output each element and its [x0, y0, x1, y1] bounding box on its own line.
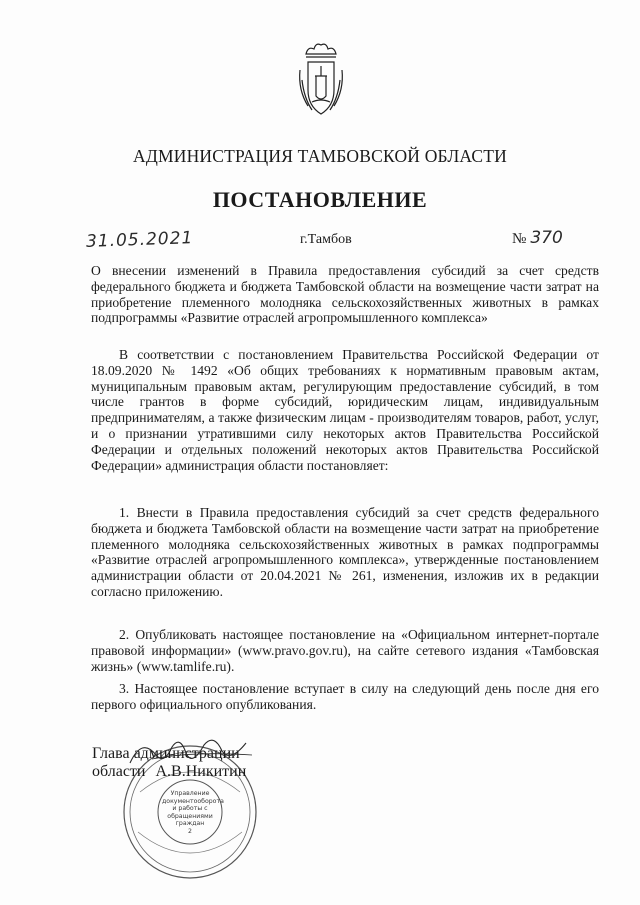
document-number-block: [512, 228, 563, 248]
document-date: 31.05.2021: [85, 228, 194, 252]
document-city: г.Тамбов: [300, 232, 352, 247]
document-title: О внесении изменений в Правила предоставления субсидий за счет средств федерального бюджета и бюджета Тамбовской области на возмещение части затрат на приобретение племенного молодняка сельскохозяйственных животных в рамках подпрограммы «Развитие отраслей агропромышленного комплекса»: [91, 263, 599, 326]
number-label: №: [512, 231, 527, 247]
seal-inner-text: [162, 790, 224, 836]
signatory-position: Глава администрации: [92, 745, 240, 762]
coat-of-arms-emblem: [296, 40, 346, 120]
seal-department-text: Управление документооборота и работы с обращениями граждан: [162, 790, 224, 828]
body-paragraph: 2. Опубликовать настоящее постановление на «Официальном интернет-портале правовой информации» (www.pravo.gov.ru), на сайте сетевого издания «Тамбовская жизнь» (www.tamlife.ru).: [91, 627, 599, 674]
document-number: 370: [530, 228, 563, 248]
body-paragraph: 1. Внести в Правила предоставления субсидий за счет средств федерального бюджета и бюджета Тамбовской области на возмещение части затрат на приобретение племенного молодняка сельскохозяйственных животных в рамках подпрограммы «Развитие отраслей агропромышленного комплекса», утвержденные постановлением администрации области от 20.04.2021 № 261, изменения, изложив их в редакции согласно приложению.: [91, 505, 599, 599]
seal-number: 2: [188, 827, 192, 835]
body-paragraph: 3. Настоящее постановление вступает в силу на следующий день после дня его первого официального опубликования.: [91, 681, 599, 712]
handwritten-signature: [122, 733, 262, 773]
authority-name: АДМИНИСТРАЦИЯ ТАМБОВСКОЙ ОБЛАСТИ: [133, 146, 507, 166]
signatory-name: А.В.Никитин: [155, 763, 247, 780]
body-paragraph: В соответствии с постановлением Правительства Российской Федерации от 18.09.2020 № 1492 «Об общих требованиях к нормативным правовым актам, муниципальным правовым актам, регулирующим предоставление субсидий, в том числе грантов в форме субсидий, юридическим лицам, индивидуальным предпринимателям, а также физическим лицам - производителям товаров, работ, услуг, и о признании утратившими силу некоторых актов Правительства Российской Федерации и отдельных положений некоторых актов Правительства Российской Федерации» администрация области постановляет:: [91, 347, 599, 473]
signatory-region: области: [92, 763, 146, 780]
document-type: ПОСТАНОВЛЕНИЕ: [212, 187, 428, 212]
